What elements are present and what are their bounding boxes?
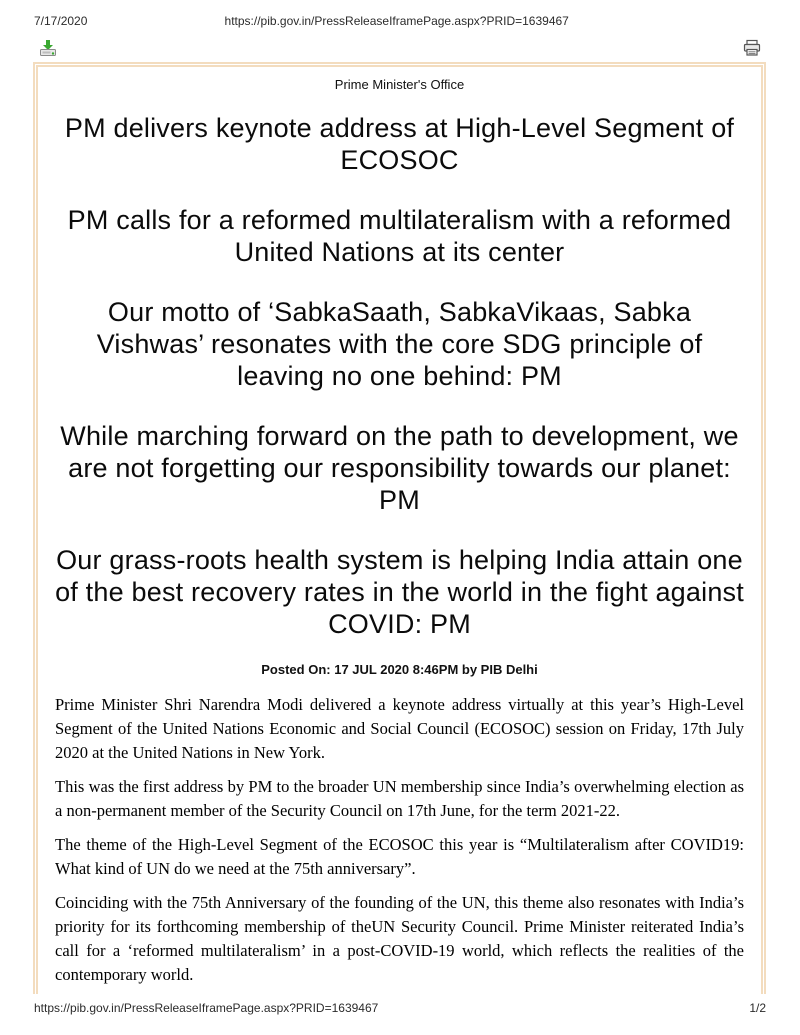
print-footer: [34, 1001, 766, 1015]
print-footer-url: https://pib.gov.in/PressReleaseIframePage.aspx?PRID=1639467: [34, 1001, 379, 1015]
print-header-url: https://pib.gov.in/PressReleaseIframePage.aspx?PRID=1639467: [224, 14, 569, 28]
posted-on-line: Posted On: 17 JUL 2020 8:46PM by PIB Delhi: [261, 662, 538, 677]
body-paragraph: This was the first address by PM to the broader UN membership since India’s overwhelming election as a non-permanent member of the Security Council on 17th June, for the term 2021-22.: [55, 777, 744, 820]
print-header: [34, 14, 766, 28]
print-date: 7/17/2020: [34, 14, 88, 28]
body-paragraph: Prime Minister Shri Narendra Modi delivered a keynote address virtually at this year’s High-Level Segment of the United Nations Economic and Social Council (ECOSOC) session on Friday, 17th July 2020 at the United Nations in New York.: [55, 695, 744, 762]
headline-1: PM delivers keynote address at High-Level Segment of ECOSOC: [64, 113, 735, 175]
body-paragraph: The theme of the High-Level Segment of the ECOSOC this year is “Multilateralism after COVID19: What kind of UN do we need at the 75th anniversary”.: [55, 835, 744, 878]
printer-icon[interactable]: [742, 38, 762, 58]
body-paragraph: Coinciding with the 75th Anniversary of the founding of the UN, this theme also resonates with India’s priority for its forthcoming membership of theUN Security Council. Prime Minister reiterated India’s call for a ‘reformed multilateralism’ in a post-COVID-19 world, which reflects the realities of the contemporary world.: [55, 893, 744, 984]
save-download-icon[interactable]: [38, 38, 58, 58]
ministry-label: Prime Minister's Office: [334, 77, 465, 92]
headline-5: Our grass-roots health system is helping India attain one of the best recovery rates in the world in the fight against COVID: PM: [55, 545, 744, 639]
page-number: 1/2: [749, 1001, 766, 1015]
press-release-box: [33, 62, 766, 994]
headline-3: Our motto of ‘SabkaSaath, SabkaVikaas, Sabka Vishwas’ resonates with the core SDG principle of leaving no one behind: PM: [96, 297, 703, 391]
headline-2: PM calls for a reformed multilateralism with a reformed United Nations at its center: [67, 205, 732, 267]
release-body: [55, 693, 744, 987]
headline-4: While marching forward on the path to development, we are not forgetting our responsibility towards our planet: PM: [60, 421, 739, 515]
toolbar: [38, 38, 762, 58]
